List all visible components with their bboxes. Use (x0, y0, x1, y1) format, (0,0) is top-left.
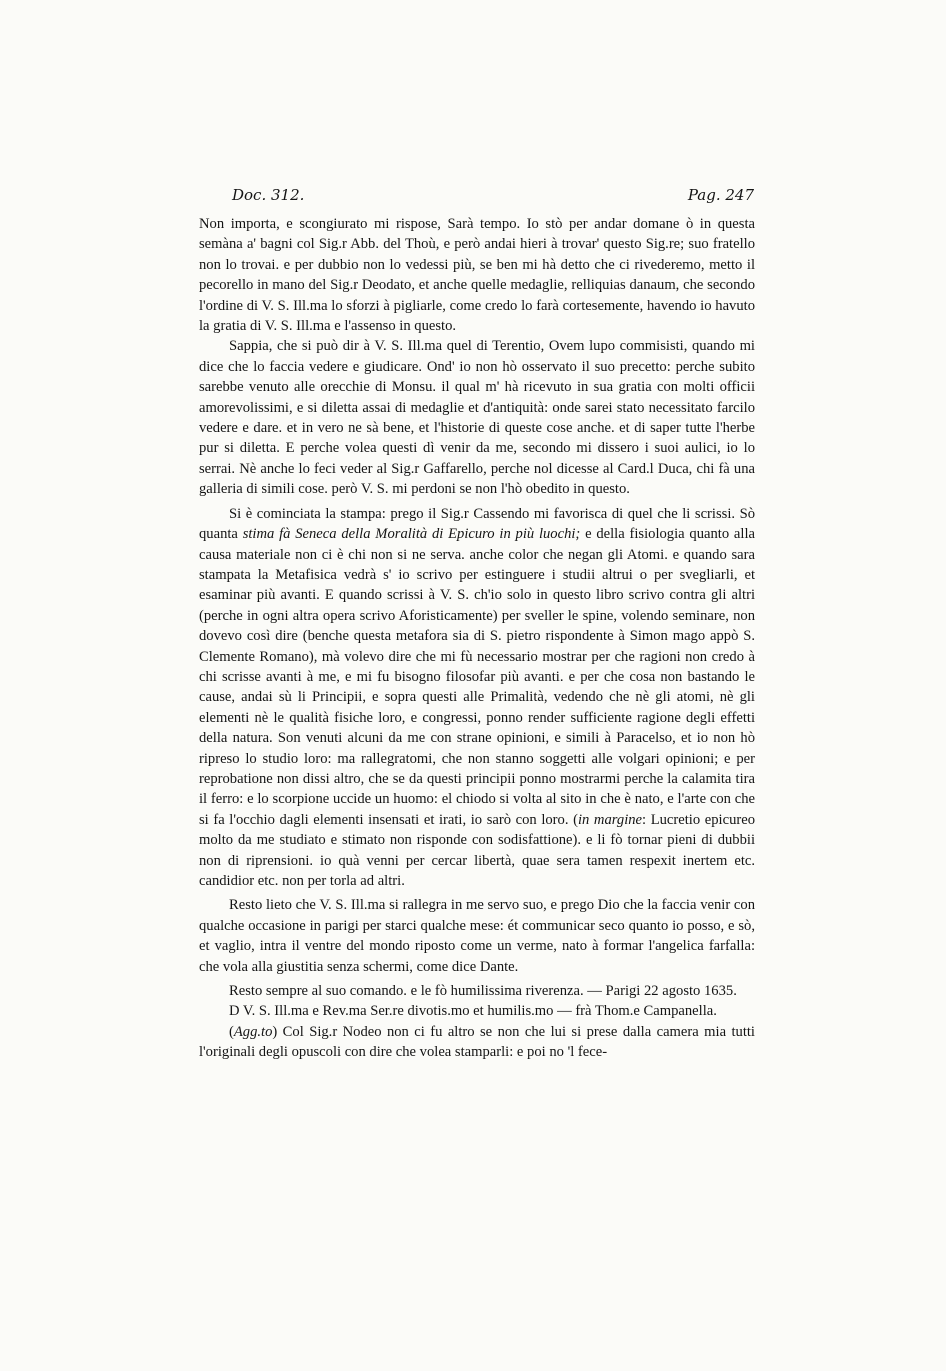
margin-note-label: in margine (577, 811, 643, 828)
paragraph-3-italic: stima fà Seneca della Moralità di Epicuro in più luochi; (242, 526, 581, 543)
postscript-label: Agg.to (233, 1023, 273, 1040)
document-number: Doc. 312. (232, 186, 305, 204)
signature-line: D V. S. Ill.ma e Rev.ma Ser.re divotis.mo et humilis.mo — frà Thom.e Campanella. (229, 1003, 717, 1020)
postscript-open: ( (229, 1023, 234, 1040)
postscript-text: ) Col Sig.r Nodeo non ci fu altro se non che lui si prese dalla camera mia tutti l'originali degli opuscoli con dire che volea stamparli: e poi no 'l fece- (199, 1023, 755, 1061)
paragraph-3-text-c: : Lucretio epicureo molto da me studiato e stimato non risponde con sodisfattione). e li fò tornar pieni di dubbii non di riprensioni. io quà venni per cercar libertà, quae sera tamen respexit inertem etc. candidior etc. non per torla ad altri. (199, 811, 755, 889)
paragraph-4: Resto lieto che V. S. Ill.ma si rallegra in me servo suo, e prego Dio che la faccia venir con qualche occasione in parigi per starci qualche mese: ét communicar seco quanto io posso, e sò, et vaglio, intra il ventre del mondo riposto come un verme, nato à formar l'angelica farfalla: che vola alla giustitia senza schermi, come dice Dante. (199, 897, 755, 975)
paragraph-3-text-b: e della fisiologia quanto alla causa materiale non ci è chi non si ne serva. anche color che negan gli Atomi. e quando sara stampata la Metafisica vedrà s' io scrivo per estinguere i studii altrui o per svegliarli, et esaminar più avanti. E quando scrissi à V. S. ch'io solo in questo libro scrivo contra gli altri (perche in ogni altra opera scrivo Aforisticamente) per sveller le spine, volendo seminare, non dovevo così dire (benche questa metafora sia di S. pietro rispondente à Simon mago appò S. Clemente Romano), mà volevo dire che mi fù necessario mostrar per che ragioni non credo à chi scrisse avanti à me, e mi fu bisogno filosofar più avanti. e per che cosa non bastando le cause, andai sù li Principii, e sopra questi alle Primalità, vedendo che nè gli atomi, nè gli elementi nè le qualità fisiche loro, e congressi, ponno render sufficiente ragione degli effetti della natura. Son venuti alcuni da me con strane opinioni, e simili à Paracelso, et io non hò ripreso lo studio loro: ma rallegratomi, che non stanno soggetti alle volgari opinioni; e per reprobatione non dissi altro, che se da questi principii ponno mostrarmi perche la calamita tira il ferro: e lo scorpione uccide un huomo: el chiodo si volta al sito in che è nato, e l'arte con che si fa l'occhio dagli elementi insensati et irati, io sarò con loro. ( (199, 526, 755, 828)
page-number: Pag. 247 (687, 186, 754, 204)
closing-line: Resto sempre al suo comando. e le fò humilissima riverenza. — Parigi 22 agosto 1635. (229, 983, 737, 1000)
paragraph-3-text-a: Si è cominciata la stampa: prego il Sig.r Cassendo mi favorisca di quel che li scrissi. Sò quanta (199, 505, 755, 543)
letter-body (199, 214, 755, 1063)
paragraph-1: Non importa, e scongiurato mi rispose, Sarà tempo. Io stò per andar domane ò in questa semàna a' bagni col Sig.r Abb. del Thoù, e però andai hieri à trovar' questo Sig.re; suo fratello non lo trovai. e per dubbio non lo vedessi più, se ben mi hà detto che ci rivederemo, metto il pecorello in mano del Sig.r Deodato, et anche quelle medaglie, relliquias danaum, che secondo l'ordine di V. S. Ill.ma lo sforzi à pigliarle, come credo lo farà cortesemente, havendo io havuto la gratia di V. S. Ill.ma e l'assenso in questo. (199, 216, 755, 335)
postscript (199, 1022, 755, 1063)
paragraph-3 (199, 504, 755, 892)
paragraph-2: Sappia, che si può dir à V. S. Ill.ma quel di Terentio, Ovem lupo commisisti, quando mi dice che lo faccia vedere e giudicare. Ond' io non hò osservato il suo precetto: perche subito sarebbe venuto alle orecchie di Monsu. il qual m' hà ricevuto in sua gratia con molti officii amorevolissimi, e si diletta assai di medaglie et d'antiquità: onde sarei stato necessitato farcilo vedere e dare. et in vero ne sà bene, et l'historie di queste cose anche. et di saper tutte l'herbe pur si diletta. E perche volea questi dì venir da me, secondo mi dissero i suoi aulici, io lo serrai. Nè anche lo feci veder al Sig.r Gaffarello, perche nol dicesse al Card.l Duca, chi fà una galleria di simili cose. però V. S. mi perdoni se non l'hò obedito in questo. (199, 338, 755, 498)
